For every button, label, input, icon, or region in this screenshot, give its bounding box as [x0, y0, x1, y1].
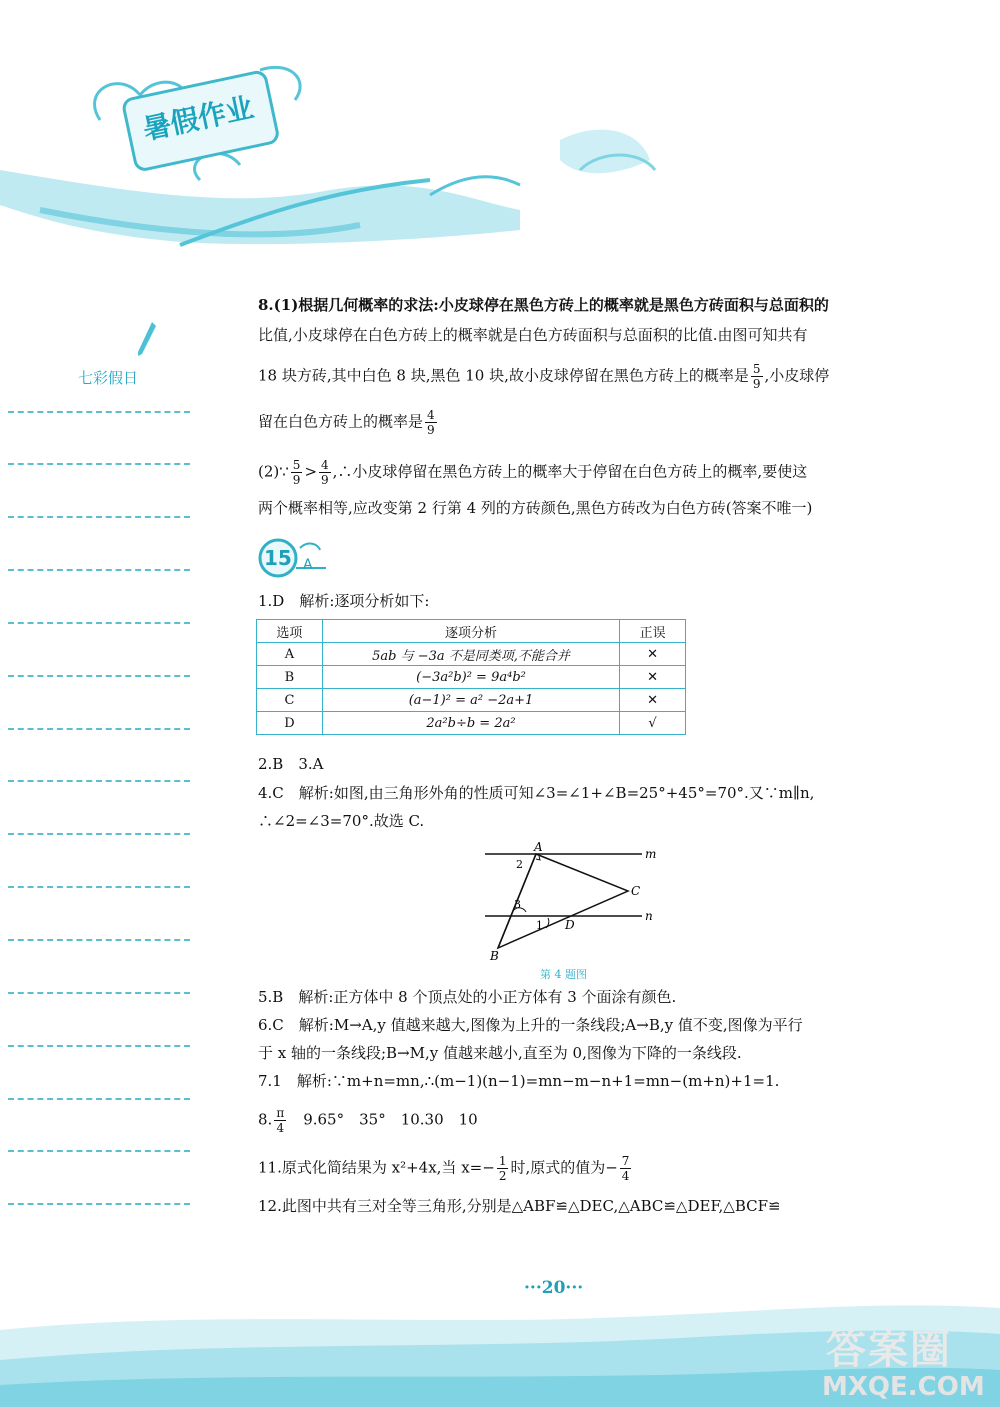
- q8-prev-line5-text: (2)∵: [258, 462, 289, 481]
- q4-line1: 4.C 解析:如图,由三角形外角的性质可知∠3=∠1+∠B=25°+45°=70°.又∵m∥n,: [258, 784, 815, 802]
- option-cell: B: [257, 666, 323, 689]
- q8-prev-line5: [258, 458, 807, 487]
- result-cell: ✕: [620, 689, 686, 712]
- denominator: 9: [752, 377, 761, 391]
- q6-line2: 于 x 轴的一条线段;B→M,y 值越来越小,直至为 0,图像为下降的一条线段.: [258, 1044, 742, 1062]
- fraction: [291, 458, 303, 487]
- analysis-cell: (a−1)² = a² −2a+1: [322, 689, 619, 712]
- section-letter: A: [303, 557, 313, 573]
- q8-prev-line6: 两个概率相等,应改变第 2 行第 4 列的方砖颜色,黑色方砖改为白色方砖(答案不唯一): [258, 499, 813, 517]
- q5-text: 5.B 解析:正方体中 8 个顶点处的小正方体有 3 个面涂有颜色.: [258, 988, 677, 1006]
- note-line: [8, 939, 190, 941]
- analysis-cell: 5ab 与 −3a 不是同类项,不能合并: [322, 643, 619, 666]
- q8-prev-line3-tail: ,小皮球停: [764, 366, 830, 385]
- denominator: 9: [321, 473, 329, 487]
- fraction: [319, 458, 331, 487]
- denominator: 9: [427, 423, 435, 437]
- note-line: [8, 569, 190, 571]
- note-line: [8, 463, 190, 465]
- analysis-table: [256, 619, 686, 735]
- angle-1-label: 1: [536, 919, 543, 932]
- fraction: [620, 1154, 632, 1183]
- option-cell: D: [257, 712, 323, 735]
- q4-line2: ∴∠2=∠3=70°.故选 C.: [258, 812, 425, 830]
- note-line: [8, 780, 190, 782]
- analysis-cell: (−3a²b)² = 9a⁴b²: [322, 666, 619, 689]
- analysis-cell: 2a²b÷b = 2a²: [322, 712, 619, 735]
- label-m: m: [645, 847, 657, 861]
- q12-text: 12.此图中共有三对全等三角形,分别是△ABF≌△DEC,△ABC≌△DEF,△BCF≌: [258, 1197, 781, 1215]
- denominator: 2: [498, 1169, 507, 1183]
- q8-prev-line3-text: 18 块方砖,其中白色 8 块,黑色 10 块,故小皮球停留在黑色方砖上的概率是: [258, 366, 749, 385]
- table-row: [257, 666, 686, 689]
- figure-caption: 第 4 题图: [540, 968, 587, 981]
- result-cell: ✕: [620, 643, 686, 666]
- watermark-logo: 答案圈: [826, 1327, 952, 1373]
- q11-line: [258, 1154, 633, 1183]
- watermark-url: MXQE.COM: [822, 1372, 985, 1402]
- table-header-row: [257, 620, 686, 643]
- fraction: [497, 1154, 509, 1183]
- q11-text: 11.原式化简结果为 x²+4x,当 x=−: [258, 1158, 495, 1177]
- label-B: B: [490, 949, 499, 963]
- note-line: [8, 728, 190, 730]
- note-line: [8, 1045, 190, 1047]
- q8-prefix: 8.: [258, 1110, 273, 1129]
- q8-line: [258, 1106, 478, 1135]
- table-row: [257, 689, 686, 712]
- fraction: [425, 408, 437, 437]
- denominator: 4: [621, 1169, 630, 1183]
- fraction: [274, 1106, 286, 1135]
- note-line: [8, 992, 190, 994]
- note-line: [8, 833, 190, 835]
- denominator: 4: [276, 1121, 285, 1135]
- banner-title: 暑假作业: [140, 90, 257, 147]
- label-n: n: [645, 909, 653, 923]
- label-D: D: [565, 918, 575, 932]
- pen-icon: [134, 320, 158, 360]
- note-line: [8, 411, 190, 413]
- label-A: A: [534, 840, 543, 854]
- triangle-figure: [470, 838, 670, 966]
- result-cell: ✕: [620, 666, 686, 689]
- angle-3-label: 3: [514, 898, 521, 911]
- q8-prev-line3: [258, 362, 829, 391]
- q8-rest: 9.65° 35° 10.30 10: [288, 1110, 478, 1129]
- page-number: ···20···: [524, 1278, 584, 1298]
- q8-prev-line1: 8.(1)根据几何概率的求法:小皮球停在黑色方砖上的概率就是黑色方砖面积与总面积的: [258, 296, 829, 314]
- table-header: 选项: [257, 620, 323, 643]
- angle-2-label: 2: [516, 858, 523, 871]
- label-C: C: [631, 884, 641, 898]
- table-row: [257, 712, 686, 735]
- note-line: [8, 675, 190, 677]
- numerator: 5: [292, 458, 301, 472]
- fraction: [751, 362, 763, 391]
- q7-text: 7.1 解析:∵m+n=mn,∴(m−1)(n−1)=mn−m−n+1=mn−(m+n)+1=1.: [258, 1072, 780, 1090]
- option-cell: A: [257, 643, 323, 666]
- q2-3-text: 2.B 3.A: [258, 755, 324, 773]
- numerator: 7: [621, 1154, 630, 1168]
- note-line: [8, 622, 190, 624]
- section-number: 15: [264, 546, 292, 570]
- result-cell: √: [620, 712, 686, 735]
- numerator: 4: [427, 408, 435, 422]
- note-line: [8, 886, 190, 888]
- table-header: 逐项分析: [322, 620, 619, 643]
- q1-text: 1.D 解析:逐项分析如下:: [258, 592, 430, 610]
- numerator: 5: [752, 362, 761, 376]
- numerator: π: [276, 1106, 285, 1120]
- table-header: 正误: [620, 620, 686, 643]
- denominator: 9: [292, 473, 301, 487]
- note-line: [8, 516, 190, 518]
- sidebar-label: 七彩假日: [78, 369, 139, 387]
- greater-sign: >: [304, 462, 318, 481]
- q8-prev-line4-text: 留在白色方砖上的概率是: [258, 412, 424, 431]
- note-line: [8, 1203, 190, 1205]
- numerator: 1: [498, 1154, 507, 1168]
- q8-prev-line5-tail: ,∴小皮球停留在黑色方砖上的概率大于停留在白色方砖上的概率,要使这: [332, 462, 808, 481]
- q8-prev-line4: [258, 408, 439, 437]
- option-cell: C: [257, 689, 323, 712]
- q11-text-mid: 时,原式的值为−: [510, 1158, 618, 1177]
- q6-line1: 6.C 解析:M→A,y 值越来越大,图像为上升的一条线段;A→B,y 值不变,图像为平行: [258, 1016, 803, 1034]
- table-row: [257, 643, 686, 666]
- q8-prev-line2: 比值,小皮球停在白色方砖上的概率就是白色方砖面积与总面积的比值.由图可知共有: [258, 326, 808, 344]
- note-line: [8, 1098, 190, 1100]
- numerator: 4: [321, 458, 329, 472]
- note-line: [8, 1150, 190, 1152]
